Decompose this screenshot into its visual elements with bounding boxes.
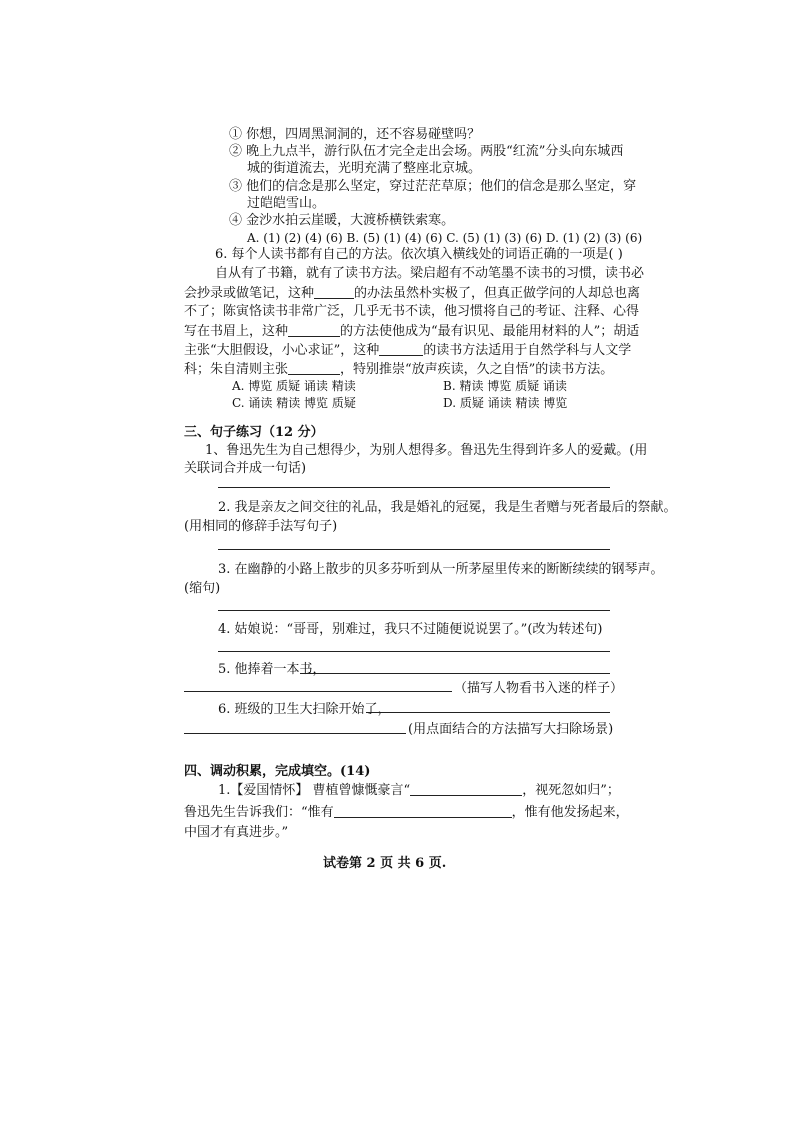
q6-passage-line-1: 自从有了书籍，就有了读书方法。梁启超有不动笔墨不读书的习惯，读书必 (215, 266, 645, 281)
q6-text: 的办法虽然朴实极了，但真正做学问的人却总也离 (354, 286, 641, 301)
q6-passage-line-2 (184, 286, 640, 300)
s3-q6: 6. 班级的卫生大扫除开始了， (218, 702, 391, 717)
s4-q1-line-3: 中国才有真进步。” (184, 825, 289, 840)
q6-blank-4[interactable] (288, 362, 340, 375)
q5-item-1: ① 你想，四周黑洞洞的，还不容易碰壁吗？ (229, 127, 481, 142)
q5-item-3-cont: 过皑皑雪山。 (247, 196, 326, 211)
q5-options: A. (1) (2) (4) (6) B. (5) (1) (4) (6) C. (5) (1) (3) (6) D. (1) (2) (3) (6) (247, 231, 643, 245)
q6-option-a: A. 博览 质疑 诵读 精读 (232, 379, 356, 393)
q6-passage-line-5 (184, 343, 631, 357)
q6-option-d: D. 质疑 诵读 精读 博览 (443, 396, 568, 410)
q6-blank-1[interactable] (314, 286, 354, 299)
s3-q2-line-1: 2. 我是亲友之间交往的礼品，我是婚礼的冠冕，我是生者赠与死者最后的祭献。 (218, 500, 677, 515)
s3-q1-line-1: 1、鲁迅先生为自己想得少，为别人想得多。鲁迅先生得到许多人的爱戴。(用 (205, 443, 648, 458)
q6-stem: 6. 每个人读书都有自己的方法。依次填入横线处的词语正确的一项是( ) (215, 247, 623, 262)
s3-q4: 4. 姑娘说：“哥哥，别难过，我只不过随便说说罢了。”(改为转述句) (218, 622, 603, 637)
s3-q6-answer-line-2[interactable] (184, 733, 406, 734)
s3-q1-answer-line[interactable] (218, 487, 610, 488)
s3-q1-line-2: 关联词合并成一句话) (184, 461, 307, 476)
q5-item-2-cont: 城的街道流去，光明充满了整座北京城。 (247, 161, 482, 176)
q6-option-c: C. 诵读 精读 博览 质疑 (232, 396, 356, 410)
q6-option-b: B. 精读 博览 质疑 诵读 (443, 379, 567, 393)
s3-q5: 5. 他捧着一本书， (218, 662, 326, 677)
q6-blank-2[interactable] (288, 324, 340, 337)
q5-item-3: ③ 他们的信念是那么坚定，穿过茫茫草原；他们的信念是那么坚定，穿 (229, 179, 637, 194)
q6-passage-line-4 (184, 324, 639, 338)
q6-text: ，特别推崇“放声疾读，久之自悟”的读书方法。 (340, 362, 614, 377)
q5-item-4: ④ 金沙水拍云崖暖，大渡桥横铁索寒。 (229, 213, 455, 228)
q6-text: 写在书眉上，这种 (184, 324, 289, 339)
q6-text: 科；朱自清则主张 (184, 362, 289, 377)
q6-text: 主张“大胆假设，小心求证”，这种 (184, 343, 380, 358)
s4-q1-text: 鲁迅先生告诉我们：“惟有 (184, 805, 334, 820)
section-3-title: 三、句子练习（12 分） (184, 425, 324, 440)
s3-q6-answer-line-1[interactable] (366, 712, 610, 713)
q6-text: 会抄录或做笔记，这种 (184, 286, 315, 301)
s3-q3-line-2: (缩句) (184, 581, 221, 596)
s3-q5-answer-line-1[interactable] (300, 673, 610, 674)
s4-q1-blank-2[interactable] (334, 805, 512, 818)
s4-q1-line-1 (218, 783, 620, 797)
s4-q1-text: 1.【爱国情怀】 曹植曾慷慨豪言“ (218, 783, 411, 798)
s3-q3-line-1: 3. 在幽静的小路上散步的贝多芬听到从一所茅屋里传来的断断续续的钢琴声。 (218, 562, 664, 577)
s3-q6-hint: (用点面结合的方法描写大扫除场景) (408, 722, 614, 737)
s4-q1-blank-1[interactable] (410, 783, 522, 796)
s3-q4-answer-line[interactable] (218, 651, 610, 652)
section-4-title: 四、调动积累，完成填空。(14) (184, 764, 371, 779)
s3-q5-answer-line-2[interactable] (184, 691, 452, 692)
s3-q2-answer-line[interactable] (218, 549, 610, 550)
s4-q1-text: ，视死忽如归”； (522, 783, 620, 798)
s4-q1-line-2 (184, 805, 629, 819)
s3-q3-answer-line[interactable] (218, 610, 610, 611)
q6-passage-line-3: 不了；陈寅恪读书非常广泛，几乎无书不读，他习惯将自己的考证、注释、心得 (184, 304, 640, 319)
s3-q5-hint: （描写人物看书入迷的样子） (454, 681, 624, 696)
q5-item-2: ② 晚上九点半，游行队伍才完全走出会场。两股“红流”分头向东城西 (229, 144, 624, 159)
s3-q2-line-2: (用相同的修辞手法写句子) (184, 519, 338, 534)
page-footer: 试卷第 2 页 共 6 页. (323, 856, 447, 871)
s4-q1-text: ，惟有他发扬起来， (511, 805, 629, 820)
q6-passage-line-6 (184, 362, 613, 376)
q6-text: 的方法使他成为“最有识见、最能用材料的人”；胡适 (340, 324, 640, 339)
q6-text: 的读书方法适用于自然学科与人文学 (423, 343, 632, 358)
q6-blank-3[interactable] (379, 343, 423, 356)
